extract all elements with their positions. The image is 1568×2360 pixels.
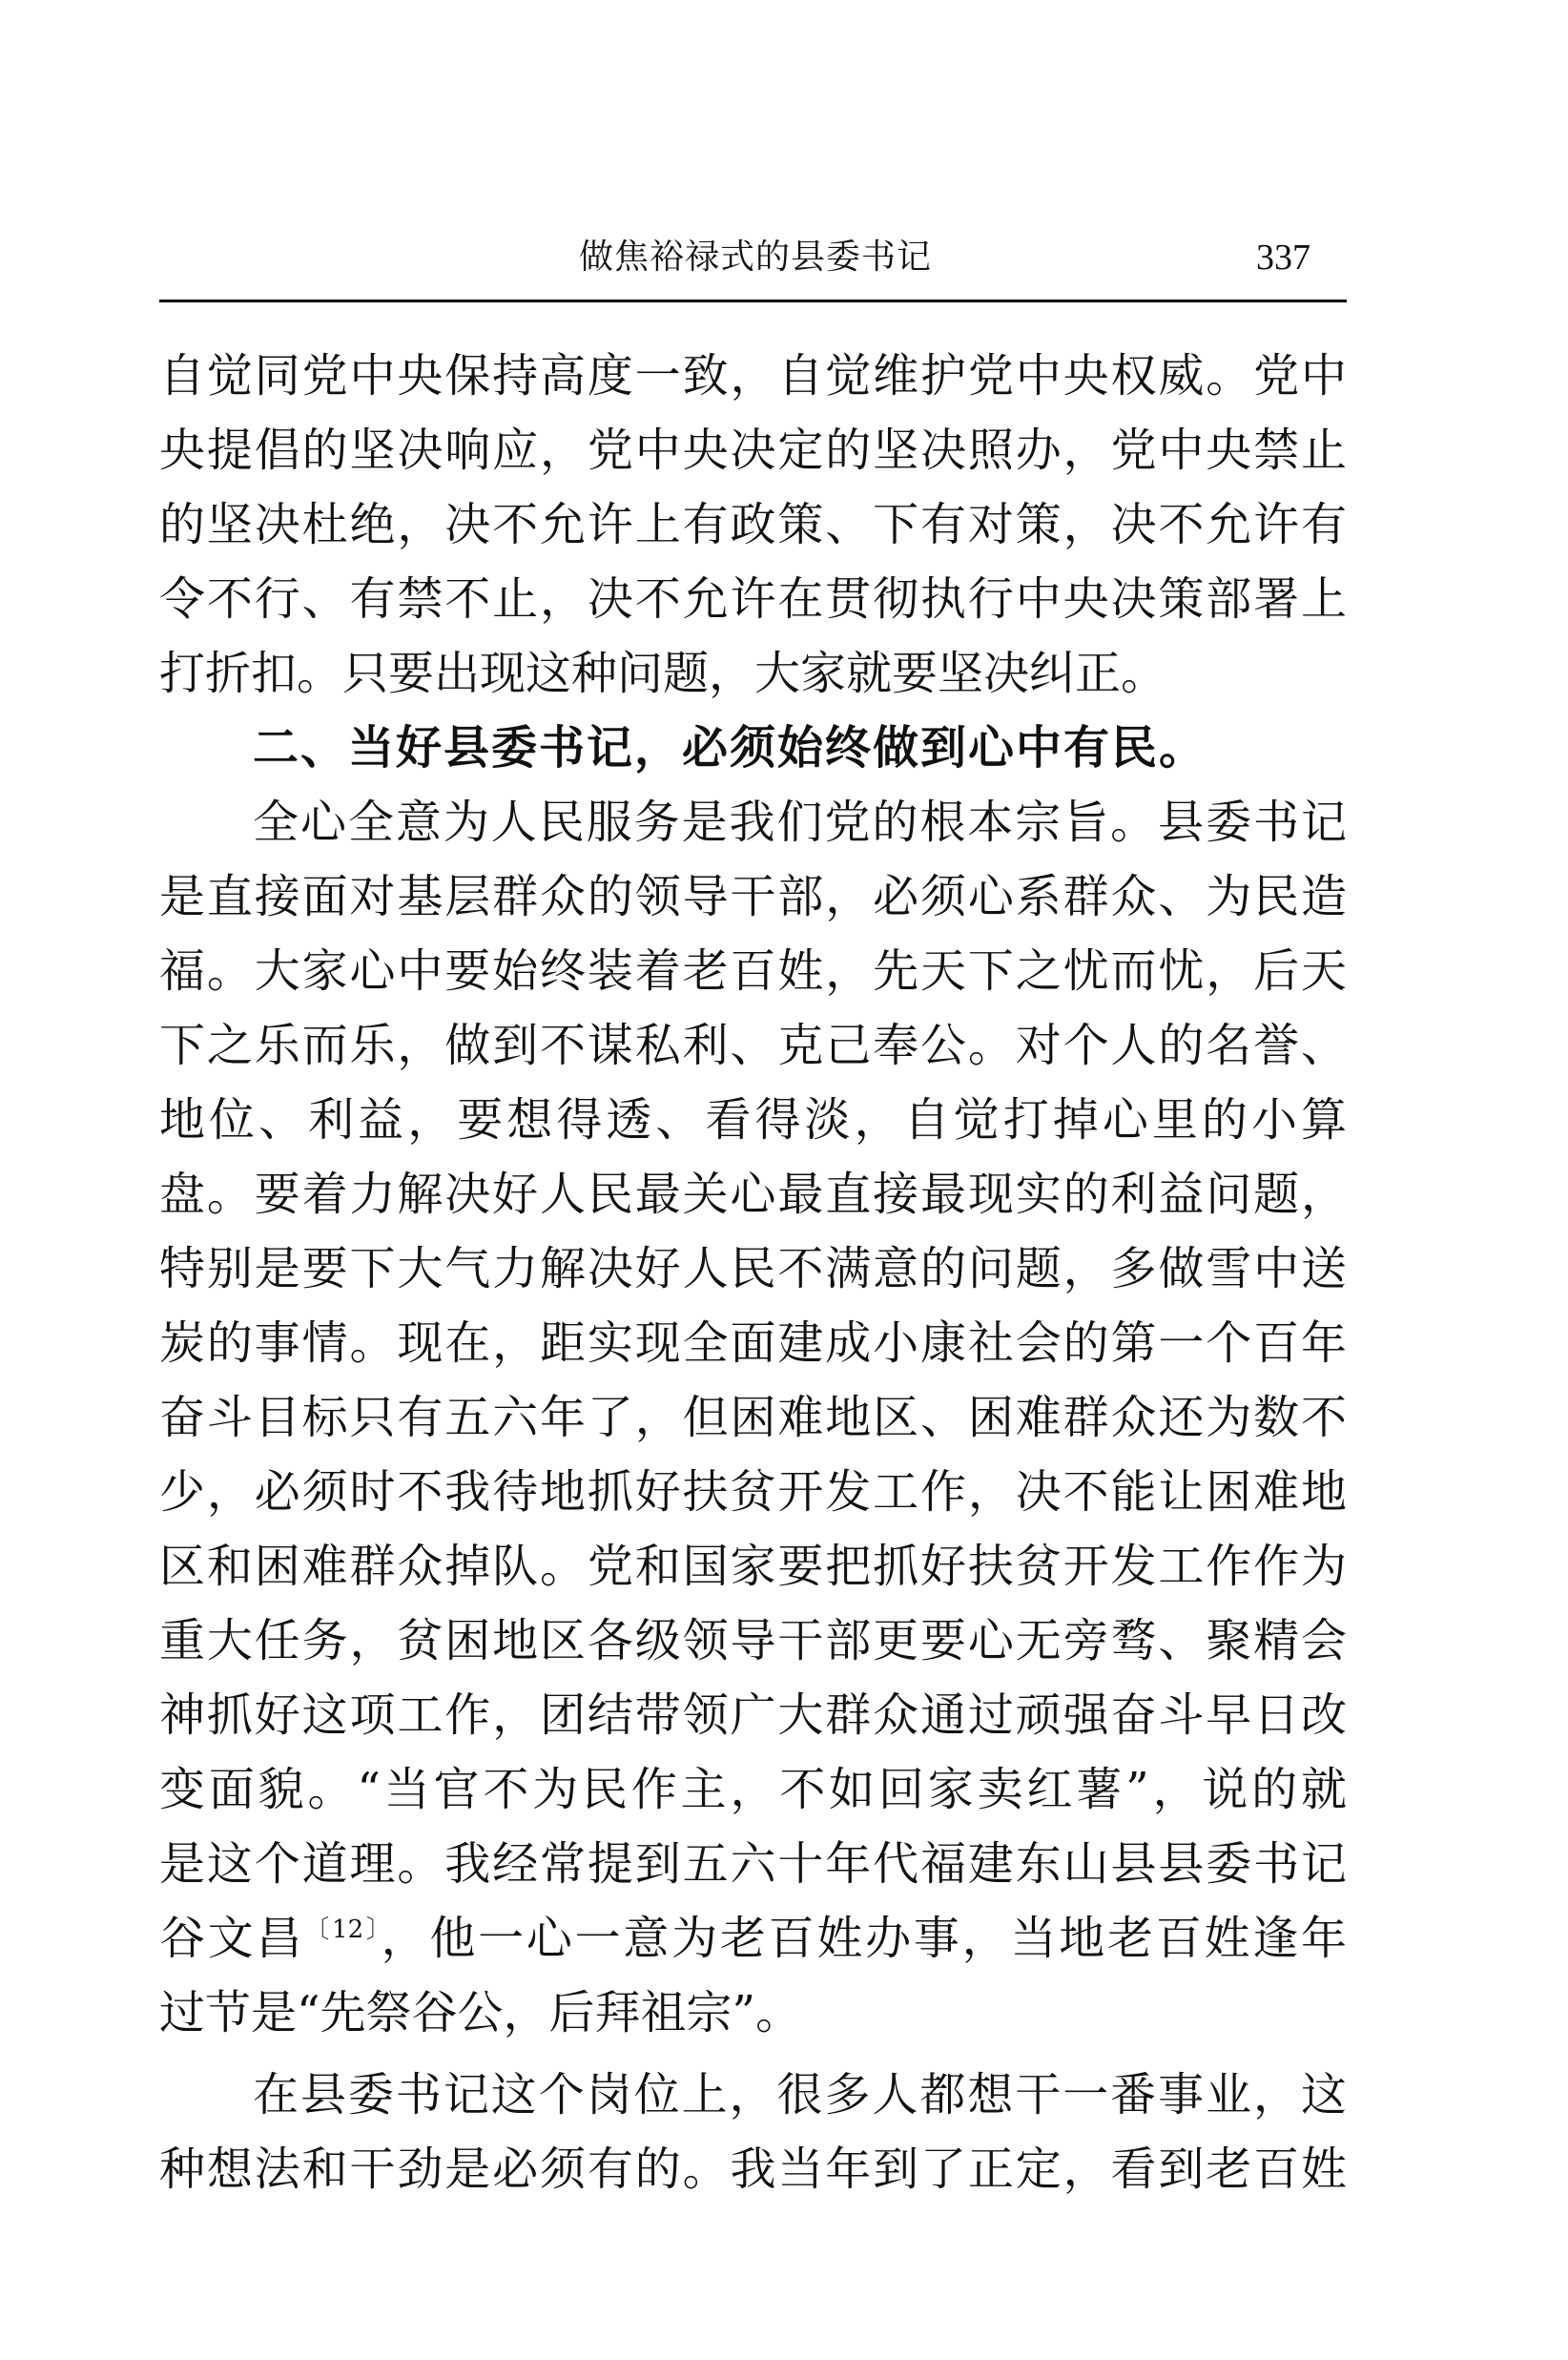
section-heading: 二、当好县委书记，必须始终做到心中有民。	[253, 721, 1207, 775]
footnote-line-after: ，他一心一意为老百姓办事，当地老百姓逢年	[381, 1912, 1347, 1965]
text-line: 炭的事情。现在，距实现全面建成小康社会的第一个百年	[159, 1316, 1347, 1370]
paragraph-3	[159, 2058, 1347, 2206]
text-line: 神抓好这项工作，团结带领广大群众通过顽强奋斗早日改	[159, 1688, 1347, 1742]
text-line: 福。大家心中要始终装着老百姓，先天下之忧而忧，后天	[159, 944, 1347, 998]
footnote-ref-12[interactable]: 〔12〕	[304, 1915, 382, 1944]
running-title: 做焦裕禄式的县委书记	[579, 238, 933, 277]
text-line: 下之乐而乐，做到不谋私利、克己奉公。对个人的名誉、	[159, 1019, 1347, 1072]
text-line: 是这个道理。我经常提到五六十年代福建东山县县委书记	[159, 1837, 1347, 1891]
text-line: 变面貌。“当官不为民作主，不如回家卖红薯”，说的就	[159, 1763, 1347, 1816]
text-line: 央提倡的坚决响应，党中央决定的坚决照办，党中央禁止	[159, 424, 1347, 477]
paragraph-spacer	[159, 2050, 1347, 2058]
text-line: 是直接面对基层群众的领导干部，必须心系群众、为民造	[159, 870, 1347, 923]
page-number: 337	[1256, 238, 1310, 278]
text-line: 令不行、有禁不止，决不允许在贯彻执行中央决策部署上	[159, 572, 1347, 626]
text-line: 少，必须时不我待地抓好扶贫开发工作，决不能让困难地	[159, 1465, 1347, 1519]
text-line: 奋斗目标只有五六年了，但困难地区、困难群众还为数不	[159, 1391, 1347, 1444]
footnote-line-before: 谷文昌	[159, 1912, 305, 1965]
text-line: 地位、利益，要想得透、看得淡，自觉打掉心里的小算	[159, 1093, 1347, 1147]
text-line: 的坚决杜绝，决不允许上有政策、下有对策，决不允许有	[159, 498, 1347, 551]
header-rule	[159, 300, 1347, 302]
text-line: 过节是“先祭谷公，后拜祖宗”。	[159, 1986, 802, 2039]
text-line: 种想法和干劲是必须有的。我当年到了正定，看到老百姓	[159, 2143, 1347, 2196]
text-line-with-footnote	[159, 1901, 1347, 1976]
text-line: 区和困难群众掉队。党和国家要把抓好扶贫开发工作作为	[159, 1540, 1347, 1593]
text-line: 特别是要下大气力解决好人民不满意的问题，多做雪中送	[159, 1242, 1347, 1295]
paragraph-1	[159, 339, 1347, 711]
text-line: 在县委书记这个岗位上，很多人都想干一番事业，这	[253, 2068, 1347, 2122]
paragraph-2	[159, 785, 1347, 2050]
page-header	[159, 229, 1347, 305]
text-line: 全心全意为人民服务是我们党的根本宗旨。县委书记	[253, 796, 1347, 849]
text-line: 盘。要着力解决好人民最关心最直接最现实的利益问题，	[159, 1168, 1347, 1221]
text-line: 打折扣。只要出现这种问题，大家就要坚决纠正。	[159, 647, 1167, 700]
text-line: 重大任务，贫困地区各级领导干部更要心无旁骛、聚精会	[159, 1614, 1347, 1667]
text-line: 自觉同党中央保持高度一致，自觉维护党中央权威。党中	[159, 349, 1347, 403]
body-text	[159, 339, 1347, 2206]
